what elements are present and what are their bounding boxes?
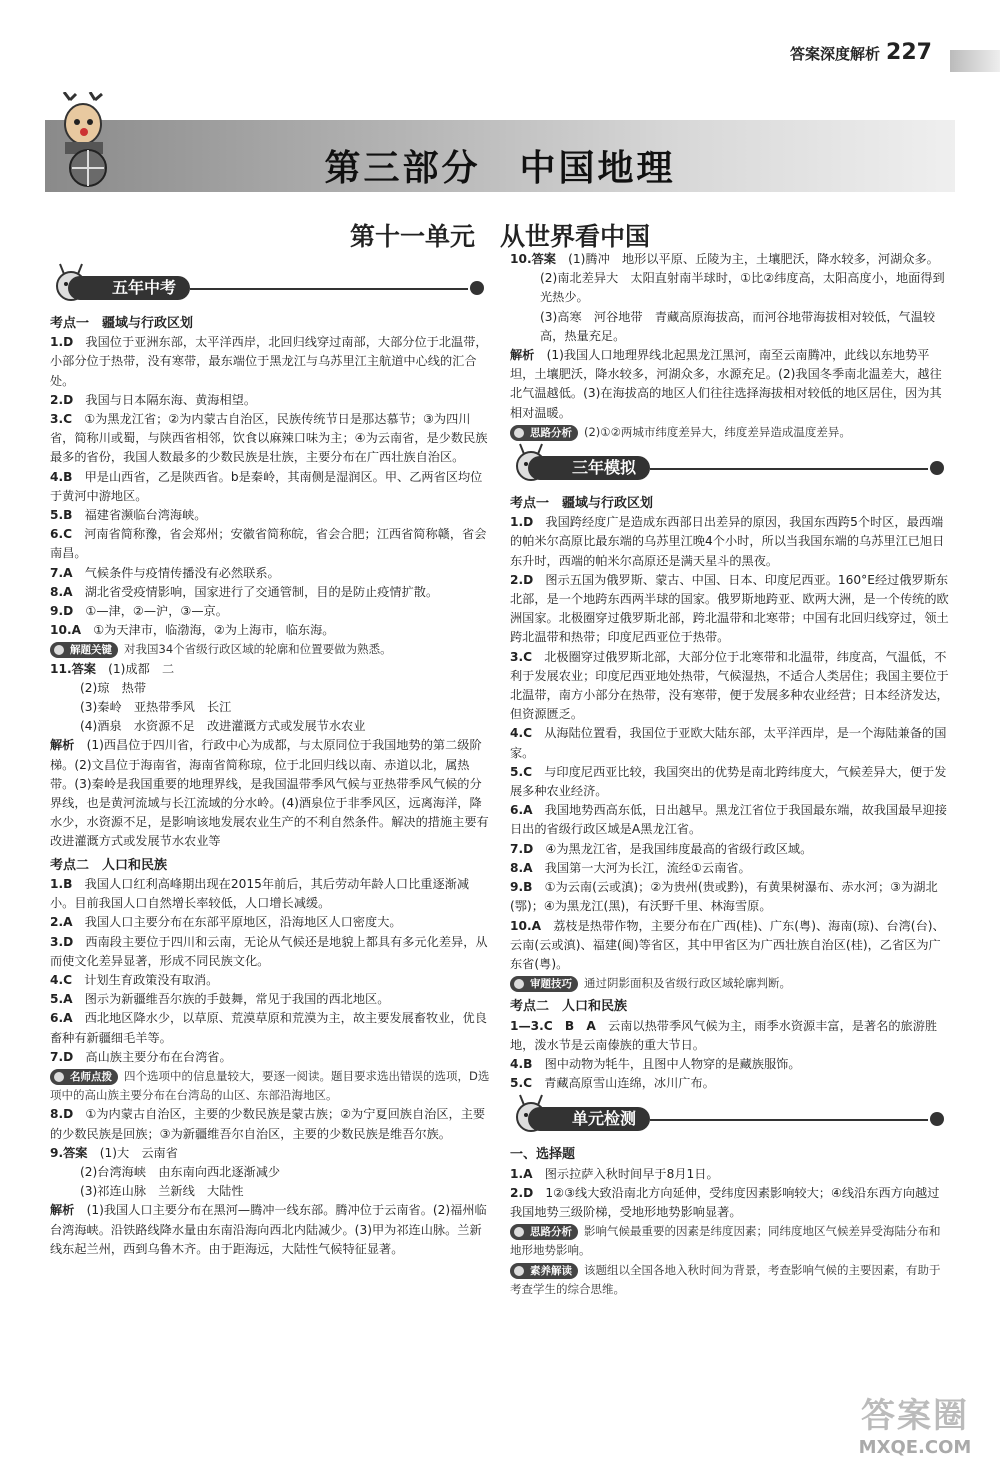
answer-number: 9.B bbox=[510, 880, 545, 895]
tip-tag: 素养解读 bbox=[510, 1263, 578, 1279]
answer-subline: (3)祁连山脉 兰新线 大陆性 bbox=[80, 1184, 244, 1199]
answer-text: 我国与日本隔东海、黄海相望。 bbox=[85, 392, 257, 407]
answer-number: 7.A bbox=[50, 565, 85, 580]
tip-text: (2)①②两城市纬度差异大，纬度差异造成温度差异。 bbox=[584, 424, 851, 439]
answer-number: 1—3.C B A bbox=[510, 1018, 609, 1033]
answer-item bbox=[50, 468, 490, 506]
answer-text: 高山族主要分布在台湾省。 bbox=[85, 1049, 232, 1064]
answer-number: 解析 bbox=[50, 738, 87, 753]
answer-text: 我国位于亚洲东部，太平洋西岸，北回归线穿过南部，大部分位于北温带，小部分位于热带，没有寒带，最东端位于黑龙江与乌苏里江主航道中心线的汇合处。 bbox=[50, 335, 488, 388]
answer-item bbox=[510, 346, 950, 423]
answer-text: 河南省简称豫，省会郑州；安徽省简称皖，省会合肥；江西省简称赣，省会南昌。 bbox=[50, 527, 487, 561]
answer-item bbox=[510, 648, 950, 725]
answer-text: 西南段主要位于四川和云南，无论从气候还是地貌上都具有多元化差异，从而使文化差异显著，形成不同民族文化。 bbox=[50, 934, 488, 968]
answer-text: ①为内蒙古自治区，主要的少数民族是蒙古族；②为宁夏回族自治区，主要的少数民族是回族；③为新疆维吾尔自治区，主要的少数民族是维吾尔族。 bbox=[50, 1107, 486, 1141]
answer-number: 9.D bbox=[50, 604, 86, 619]
page-header bbox=[790, 40, 932, 65]
answer-number: 10.答案 bbox=[510, 252, 569, 266]
answer-number: 5.B bbox=[50, 508, 85, 523]
answer-item bbox=[50, 736, 490, 851]
answer-item bbox=[50, 971, 490, 990]
answer-item bbox=[50, 583, 490, 602]
answer-item bbox=[50, 1009, 490, 1047]
section-label: 五年中考 bbox=[68, 276, 190, 300]
answer-text: 1②③线大致沿南北方向延伸，受纬度因素影响较大；④线沿东西方向越过我国地势三级阶梯，受地形地势影响显著。 bbox=[510, 1185, 940, 1219]
answer-number: 2.D bbox=[50, 392, 86, 407]
answer-text: 西北地区降水少，以草原、荒漠草原和荒漠为主，故主要发展畜牧业，优良畜种有新疆细毛羊等。 bbox=[50, 1011, 487, 1045]
tip-text: 四个选项中的信息量较大，要逐一阅读。题目要求选出错误的选项，D选项中的高山族主要分布在台湾岛的山区、东部沿海地区。 bbox=[50, 1068, 490, 1103]
tip-tag: 思路分析 bbox=[510, 425, 578, 441]
answer-number: 9.答案 bbox=[50, 1145, 100, 1160]
answer-item bbox=[50, 602, 490, 621]
answer-number: 7.D bbox=[50, 1049, 86, 1064]
tip-text: 影响气候最重要的因素是纬度因素；同纬度地区气候差异受海陆分布和地形地势影响。 bbox=[510, 1224, 941, 1258]
answer-item bbox=[50, 506, 490, 525]
answer-text: (1)我国人口主要分布在黑河—腾冲一线东部。腾冲位于云南省。(2)福州临台湾海峡。沿铁路线降水量由东南沿海向西北内陆减少。(3)甲为祁连山脉。兰新线东起兰州，西到乌鲁木齐。由于距海远，大陆性气候特征显著。 bbox=[50, 1203, 487, 1256]
answer-text: (1)大 云南省 bbox=[99, 1145, 178, 1160]
answer-number: 10.A bbox=[510, 918, 554, 933]
answer-text: 福建省濒临台湾海峡。 bbox=[84, 508, 207, 523]
answer-number: 4.B bbox=[510, 1056, 545, 1071]
answer-item bbox=[510, 250, 950, 269]
tip-tag: 审题技巧 bbox=[510, 976, 578, 992]
answer-number: 1.B bbox=[50, 876, 85, 891]
answer-number: 4.C bbox=[50, 972, 85, 987]
answer-text: 从海陆位置看，我国位于亚欧大陆东部，太平洋西岸，是一个海陆兼备的国家。 bbox=[510, 726, 947, 760]
right-mid-content bbox=[510, 494, 950, 1093]
answer-number: 3.D bbox=[50, 934, 86, 949]
tip-tag: 解题关键 bbox=[50, 642, 118, 658]
answer-subline: (2)台湾海峡 由东南向西北逐渐减少 bbox=[80, 1164, 281, 1179]
answer-text: 计划生育政策没有取消。 bbox=[84, 972, 219, 987]
answer-item bbox=[50, 990, 490, 1009]
answer-text: ④为黑龙江省，是我国纬度最高的省级行政区域。 bbox=[545, 841, 813, 856]
answer-number: 2.A bbox=[50, 915, 85, 930]
answer-item bbox=[510, 763, 950, 801]
answer-number: 5.A bbox=[50, 992, 85, 1007]
answer-number: 1.A bbox=[510, 1166, 545, 1181]
header-text: 答案深度解析 bbox=[790, 45, 881, 63]
part-title: 第三部分 中国地理 bbox=[324, 147, 676, 189]
answer-item bbox=[510, 513, 950, 571]
tip-text: 通过阴影面积及省级行政区域轮廓判断。 bbox=[584, 976, 791, 991]
topic-heading: 考点一 疆域与行政区划 bbox=[510, 496, 654, 512]
answer-text: 气候条件与疫情传播没有必然联系。 bbox=[84, 565, 280, 580]
answer-item bbox=[50, 875, 490, 913]
answer-text: ①—津，②—沪，③—京。 bbox=[85, 604, 228, 619]
section-header-wunian bbox=[50, 270, 490, 304]
answer-item bbox=[510, 724, 950, 762]
topic-heading: 考点二 人口和民族 bbox=[510, 999, 628, 1015]
answer-text: 我国第一大河为长江，流经①云南省。 bbox=[544, 860, 751, 875]
answer-item bbox=[50, 410, 490, 468]
answer-item bbox=[510, 878, 950, 916]
answer-text: 图示五国为俄罗斯、蒙古、中国、日本、印度尼西亚。160°E经过俄罗斯东北部，是一个地跨东西两半球的国家。俄罗斯地跨亚、欧两大洲，是一个传统的欧洲国家。北极圈穿过俄罗斯北部，跨北温带和北寒带；中国有北回归线穿过，领土跨北温带和热带；印度尼西亚位于热带。 bbox=[510, 572, 949, 645]
answer-text: 我国地势西高东低，日出越早。黑龙江省位于我国最东端，故我国最早迎接日出的省级行政区域是A黑龙江省。 bbox=[510, 803, 947, 837]
answer-item bbox=[50, 333, 490, 391]
answer-text: 云南以热带季风气候为主，雨季水资源丰富，是著名的旅游胜地，泼水节是云南傣族的重大节日。 bbox=[510, 1018, 938, 1052]
answer-text: 荔枝是热带作物，主要分布在广西(桂)、广东(粤)、海南(琼)、台湾(台)、云南(云或滇)、福建(闽)等省区，其中甲省区为广西壮族自治区(桂)，乙省区为广东省(粤)。 bbox=[510, 918, 945, 971]
answer-number: 解析 bbox=[510, 348, 547, 363]
answer-number: 4.C bbox=[510, 726, 545, 741]
left-content bbox=[50, 314, 490, 1259]
answer-number: 8.D bbox=[50, 1107, 86, 1122]
answer-number: 6.A bbox=[50, 1011, 85, 1026]
answer-text: ①为黑龙江省；②为内蒙古自治区，民族传统节日是那达慕节；③为四川省，简称川或蜀，与陕西省相邻，饮食以麻辣口味为主；④为云南省，是少数民族最多的省份，我国人数最多的少数民族是壮族，主要分布在广西壮族自治区。 bbox=[50, 412, 488, 465]
answer-text: 图示拉萨入秋时间早于8月1日。 bbox=[544, 1166, 719, 1181]
answer-item bbox=[50, 391, 490, 410]
answer-number: 11.答案 bbox=[50, 661, 109, 676]
answer-subline: (3)高寒 河谷地带 青藏高原海拔高，而河谷地带海拔相对较低，气温较高，热量充足。 bbox=[540, 309, 936, 343]
answer-subline: (2)南北差异大 太阳直射南半球时，①比②纬度高，太阳高度小，地面得到光热少。 bbox=[540, 271, 945, 305]
answer-item bbox=[510, 571, 950, 648]
answer-item bbox=[510, 801, 950, 839]
answer-number: 2.D bbox=[510, 572, 546, 587]
answer-text: (1)腾冲 地形以平原、丘陵为主，土壤肥沃，降水较多，河湖众多。 bbox=[568, 252, 939, 266]
answer-text: 我国人口主要分布在东部平原地区，沿海地区人口密度大。 bbox=[84, 915, 402, 930]
left-column bbox=[50, 262, 490, 1259]
tip-note bbox=[510, 1222, 950, 1260]
answer-subline: (2)琼 热带 bbox=[80, 680, 147, 695]
tip-text: 对我国34个省级行政区域的轮廓和位置要做为熟悉。 bbox=[124, 642, 392, 657]
answer-number: 6.C bbox=[50, 527, 85, 542]
answer-text: 与印度尼西亚比较，我国突出的优势是南北跨纬度大，气候差异大，便于发展多种农业经济。 bbox=[510, 764, 947, 799]
answer-item bbox=[510, 1184, 950, 1222]
answer-item bbox=[50, 564, 490, 583]
answer-text: 图示为新疆维吾尔族的手鼓舞，常见于我国的西北地区。 bbox=[84, 992, 390, 1007]
watermark-bottom: MXQE.COM bbox=[858, 1437, 972, 1458]
section-label: 三年模拟 bbox=[528, 456, 650, 480]
answer-item bbox=[50, 933, 490, 971]
answer-item bbox=[510, 859, 950, 878]
answer-text: 我国跨经度广是造成东西部日出差异的原因，我国东西跨5个时区，最西端的帕米尔高原比最东端的乌苏里江晚4个小时，所以当我国东端的乌苏里江已旭日东升时，西端的帕米尔高原还是满天星斗的黑夜。 bbox=[510, 515, 945, 568]
answer-number: 3.C bbox=[510, 649, 545, 664]
answer-number: 5.C bbox=[510, 764, 545, 779]
answer-item bbox=[50, 660, 490, 679]
answer-text: 湖北省受疫情影响，国家进行了交通管制，目的是防止疫情扩散。 bbox=[84, 584, 439, 599]
tip-note bbox=[510, 974, 950, 993]
answer-text: (1)成都 二 bbox=[108, 661, 175, 676]
answer-item bbox=[50, 525, 490, 563]
answer-item bbox=[510, 1017, 950, 1055]
watermark-top: 答案圈 bbox=[861, 1396, 969, 1436]
answer-item bbox=[50, 1201, 490, 1259]
answer-number: 5.C bbox=[510, 1076, 545, 1091]
topic-heading: 考点二 人口和民族 bbox=[50, 857, 168, 873]
section-label: 单元检测 bbox=[528, 1107, 650, 1131]
section-header-sannian bbox=[510, 450, 950, 484]
right-top-content bbox=[510, 250, 950, 442]
watermark bbox=[840, 1388, 990, 1458]
answer-number: 6.A bbox=[510, 803, 545, 818]
answer-item bbox=[50, 1105, 490, 1143]
answer-number: 解析 bbox=[50, 1203, 87, 1218]
answer-number: 1.D bbox=[50, 335, 86, 350]
answer-subline: (4)酒泉 水资源不足 改进灌溉方式或发展节水农业 bbox=[80, 719, 366, 734]
page-number: 227 bbox=[886, 40, 932, 65]
answer-item bbox=[510, 840, 950, 859]
answer-text: ①为天津市，临渤海，②为上海市，临东海。 bbox=[93, 623, 335, 638]
answer-item bbox=[510, 1165, 950, 1184]
answer-item bbox=[510, 1074, 950, 1093]
answer-subline: (3)秦岭 亚热带季风 长江 bbox=[80, 700, 232, 715]
answer-number: 3.C bbox=[50, 412, 85, 427]
answer-text: 我国人口红利高峰期出现在2015年前后，其后劳动年龄人口比重逐渐减小。目前我国人口自然增长率较低，人口增长减缓。 bbox=[50, 876, 470, 911]
answer-item bbox=[50, 913, 490, 932]
tip-note bbox=[510, 1261, 950, 1299]
answer-text: 甲是山西省，乙是陕西省。b是秦岭，其南侧是湿润区。甲、乙两省区均位于黄河中游地区。 bbox=[50, 469, 483, 503]
unit-title: 第十一单元 从世界看中国 bbox=[349, 222, 650, 251]
tip-text: 该题组以全国各地入秋时间为背景，考查影响气候的主要因素，有助于考查学生的综合思维。 bbox=[510, 1262, 941, 1296]
topic-heading: 考点一 疆域与行政区划 bbox=[50, 316, 194, 331]
answer-text: 图中动物为牦牛，且图中人物穿的是藏族服饰。 bbox=[544, 1056, 801, 1071]
tip-tag: 名师点拨 bbox=[50, 1069, 118, 1085]
right-bottom-content bbox=[510, 1145, 950, 1299]
tip-note bbox=[510, 423, 950, 442]
answer-text: (1)我国人口地理界线北起黑龙江黑河，南至云南腾冲，此线以东地势平坦，土壤肥沃，降水较多，河湖众多，水源充足。(2)我国冬季南北温差大，越往北气温越低。(3)在海拔高的地区人们往往选择海拔相对较低的地区居住，因为其相对温暖。 bbox=[510, 348, 942, 420]
right-column bbox=[510, 250, 950, 1299]
section-header-danyuan bbox=[510, 1101, 950, 1135]
answer-item bbox=[50, 1048, 490, 1067]
tip-note bbox=[50, 640, 490, 659]
answer-number: 8.A bbox=[50, 584, 85, 599]
answer-item bbox=[50, 621, 490, 640]
answer-number: 1.D bbox=[510, 515, 546, 530]
answer-item bbox=[510, 917, 950, 975]
topic-heading: 一、选择题 bbox=[510, 1147, 576, 1163]
answer-number: 4.B bbox=[50, 469, 85, 484]
answer-number: 8.A bbox=[510, 860, 545, 875]
answer-text: 青藏高原雪山连绵，冰川广布。 bbox=[544, 1076, 715, 1091]
answer-text: (1)西昌位于四川省，行政中心为成都，与太原同位于我国地势的第二级阶梯。(2)文昌位于海南省，海南省简称琼，位于北回归线以南、赤道以北，属热带。(3)秦岭是我国重要的地理界线，是我国温带季风气候与亚热带季风气候的分界线，也是黄河流域与长江流域的分水岭。(4)酒泉位于非季风区，远离海洋，降水少，水资源不足，是影响该地发展农业生产的不利自然条件。解决的措施主要有改进灌溉方式或发展节水农业等 bbox=[50, 738, 489, 849]
answer-text: 北极圈穿过俄罗斯北部，大部分位于北寒带和北温带，纬度高，气温低，不利于发展农业；印度尼西亚地处热带，气候湿热，不适合人类居住；我国主要位于北温带，南方小部分在热带，没有寒带，便于发展多种农业经营；日本经济发达，但资源匮乏。 bbox=[510, 649, 949, 722]
answer-number: 7.D bbox=[510, 841, 546, 856]
answer-item bbox=[510, 1055, 950, 1074]
tip-tag: 思路分析 bbox=[510, 1224, 578, 1240]
tip-note bbox=[50, 1067, 490, 1105]
answer-item bbox=[50, 1144, 490, 1163]
answer-number: 10.A bbox=[50, 623, 94, 638]
header-decoration bbox=[950, 50, 1000, 72]
answer-text: ①为云南(云或滇)；②为贵州(贵或黔)，有黄果树瀑布、赤水河；③为湖北(鄂)；④为黑龙江(黑)，有沃野千里、林海雪原。 bbox=[510, 880, 938, 914]
answer-number: 2.D bbox=[510, 1185, 546, 1200]
